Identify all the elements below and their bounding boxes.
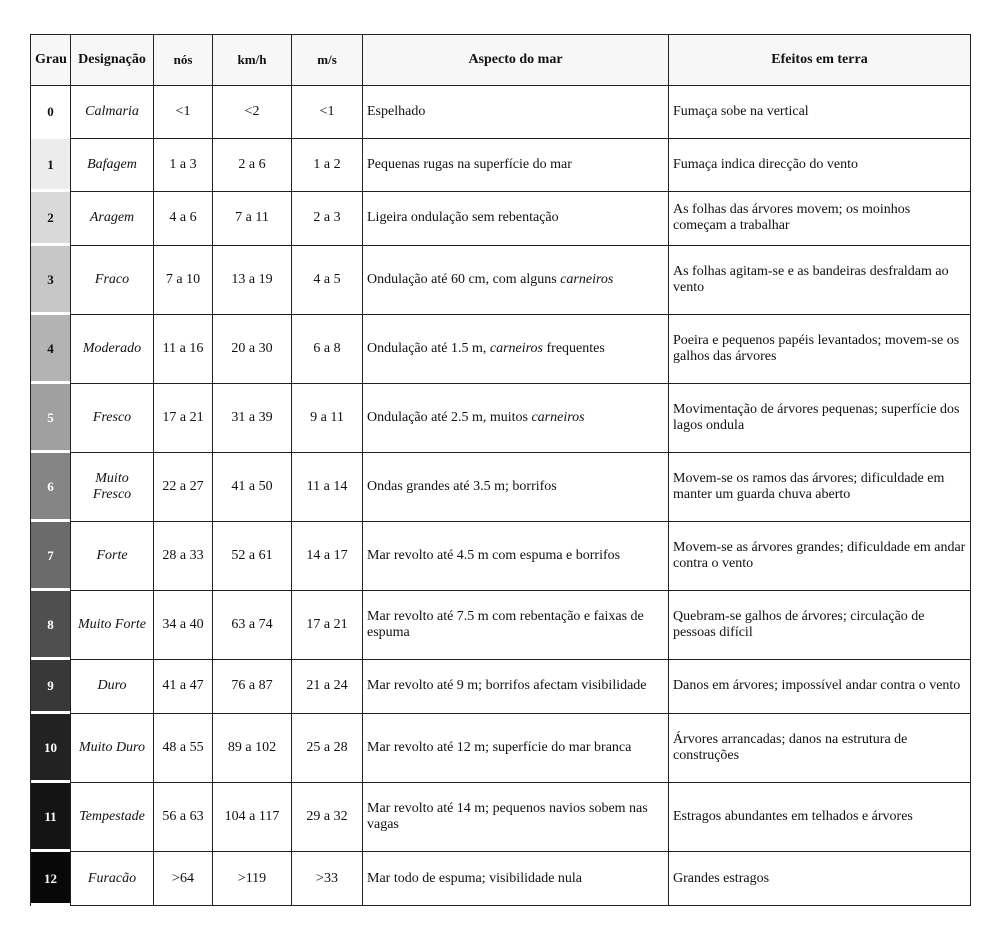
- table-row: [31, 383, 971, 452]
- kmh-cell: 52 a 61: [213, 521, 292, 590]
- aspecto-cell: [363, 138, 669, 191]
- kmh-cell: 41 a 50: [213, 452, 292, 521]
- designacao-cell: Fraco: [71, 245, 154, 314]
- aspecto-italic-term: carneiros: [560, 271, 614, 287]
- nos-cell: 41 a 47: [154, 660, 213, 714]
- ms-cell: 9 a 11: [292, 383, 363, 452]
- ms-cell: 29 a 32: [292, 783, 363, 852]
- aspecto-text: Mar revolto até 14 m; pequenos navios sobem nas vagas: [367, 801, 648, 833]
- ms-cell: <1: [292, 86, 363, 139]
- efeitos-cell: As folhas das árvores movem; os moinhos começam a trabalhar: [669, 191, 971, 245]
- designacao-cell: Forte: [71, 521, 154, 590]
- aspecto-cell: [363, 452, 669, 521]
- nos-cell: 22 a 27: [154, 452, 213, 521]
- grau-cell: 7: [31, 521, 71, 590]
- grau-cell: 1: [31, 138, 71, 191]
- efeitos-cell: Fumaça indica direcção do vento: [669, 138, 971, 191]
- efeitos-cell: Árvores arrancadas; danos na estrutura de construções: [669, 713, 971, 782]
- table-row: [31, 590, 971, 659]
- kmh-cell: 7 a 11: [213, 191, 292, 245]
- nos-cell: 1 a 3: [154, 138, 213, 191]
- designacao-cell: Muito Forte: [71, 590, 154, 659]
- efeitos-cell: Poeira e pequenos papéis levantados; movem-se os galhos das árvores: [669, 314, 971, 383]
- nos-cell: 28 a 33: [154, 521, 213, 590]
- designacao-cell: Calmaria: [71, 86, 154, 139]
- aspecto-cell: [363, 245, 669, 314]
- grau-cell: 8: [31, 590, 71, 659]
- table-body: [31, 86, 971, 906]
- designacao-cell: Bafagem: [71, 138, 154, 191]
- aspecto-text: Mar revolto até 9 m; borrifos afectam visibilidade: [367, 678, 647, 694]
- aspecto-cell: [363, 660, 669, 714]
- aspecto-cell: [363, 314, 669, 383]
- aspecto-text: Ondas grandes até 3.5 m; borrifos: [367, 478, 557, 494]
- ms-cell: 21 a 24: [292, 660, 363, 714]
- designacao-cell: Aragem: [71, 191, 154, 245]
- designacao-cell: Moderado: [71, 314, 154, 383]
- kmh-cell: 104 a 117: [213, 783, 292, 852]
- nos-cell: 56 a 63: [154, 783, 213, 852]
- aspecto-text: frequentes: [543, 340, 605, 356]
- designacao-cell: Furacão: [71, 852, 154, 906]
- aspecto-cell: [363, 191, 669, 245]
- aspecto-italic-term: carneiros: [489, 340, 544, 356]
- nos-cell: 11 a 16: [154, 314, 213, 383]
- aspecto-text: Mar todo de espuma; visibilidade nula: [367, 870, 583, 886]
- header-aspecto: Aspecto do mar: [363, 35, 669, 86]
- designacao-cell: Duro: [71, 660, 154, 714]
- designacao-cell: Fresco: [71, 383, 154, 452]
- table-row: [31, 521, 971, 590]
- ms-cell: 2 a 3: [292, 191, 363, 245]
- nos-cell: 7 a 10: [154, 245, 213, 314]
- table-row: [31, 660, 971, 714]
- nos-cell: 34 a 40: [154, 590, 213, 659]
- grau-cell: 3: [31, 245, 71, 314]
- table-row: [31, 783, 971, 852]
- table-row: [31, 314, 971, 383]
- table-row: [31, 191, 971, 245]
- ms-cell: 14 a 17: [292, 521, 363, 590]
- grau-cell: 5: [31, 383, 71, 452]
- grau-cell: 10: [31, 713, 71, 782]
- kmh-cell: 76 a 87: [213, 660, 292, 714]
- table-row: [31, 713, 971, 782]
- aspecto-text: Espelhado: [367, 103, 426, 119]
- ms-cell: 4 a 5: [292, 245, 363, 314]
- aspecto-text: Pequenas rugas na superfície do mar: [367, 156, 572, 172]
- kmh-cell: >119: [213, 852, 292, 906]
- kmh-cell: 2 a 6: [213, 138, 292, 191]
- table-row: [31, 245, 971, 314]
- kmh-cell: 31 a 39: [213, 383, 292, 452]
- aspecto-text: Mar revolto até 4.5 m com espuma e borrifos: [367, 547, 621, 563]
- ms-cell: >33: [292, 852, 363, 906]
- aspecto-cell: [363, 713, 669, 782]
- efeitos-cell: Movem-se os ramos das árvores; dificuldade em manter um guarda chuva aberto: [669, 452, 971, 521]
- efeitos-cell: Movem-se as árvores grandes; dificuldade em andar contra o vento: [669, 521, 971, 590]
- nos-cell: 4 a 6: [154, 191, 213, 245]
- ms-cell: 25 a 28: [292, 713, 363, 782]
- grau-cell: 2: [31, 191, 71, 245]
- header-row: [31, 35, 971, 86]
- kmh-cell: 20 a 30: [213, 314, 292, 383]
- aspecto-italic-term: carneiros: [531, 409, 585, 425]
- grau-cell: 11: [31, 783, 71, 852]
- aspecto-cell: [363, 783, 669, 852]
- nos-cell: <1: [154, 86, 213, 139]
- table-row: [31, 138, 971, 191]
- nos-cell: 17 a 21: [154, 383, 213, 452]
- efeitos-cell: Movimentação de árvores pequenas; superfície dos lagos ondula: [669, 383, 971, 452]
- aspecto-cell: [363, 521, 669, 590]
- kmh-cell: 13 a 19: [213, 245, 292, 314]
- nos-cell: 48 a 55: [154, 713, 213, 782]
- header-grau: Grau: [31, 35, 71, 86]
- efeitos-cell: Grandes estragos: [669, 852, 971, 906]
- grau-cell: 6: [31, 452, 71, 521]
- grau-cell: 0: [31, 86, 71, 139]
- aspecto-text: Ligeira ondulação sem rebentação: [367, 210, 559, 226]
- table-row: [31, 452, 971, 521]
- designacao-cell: Muito Fresco: [71, 452, 154, 521]
- beaufort-scale-table: [30, 34, 971, 906]
- aspecto-text: Mar revolto até 7.5 m com rebentação e faixas de espuma: [367, 609, 644, 641]
- aspecto-cell: [363, 383, 669, 452]
- efeitos-cell: Quebram-se galhos de árvores; circulação de pessoas difícil: [669, 590, 971, 659]
- aspecto-text: Mar revolto até 12 m; superfície do mar branca: [367, 739, 632, 755]
- header-nos: nós: [154, 35, 213, 86]
- ms-cell: 1 a 2: [292, 138, 363, 191]
- efeitos-cell: Fumaça sobe na vertical: [669, 86, 971, 139]
- grau-cell: 4: [31, 314, 71, 383]
- header-designacao: Designação: [71, 35, 154, 86]
- kmh-cell: <2: [213, 86, 292, 139]
- kmh-cell: 89 a 102: [213, 713, 292, 782]
- aspecto-cell: [363, 590, 669, 659]
- aspecto-text: Ondulação até 1.5 m,: [367, 340, 490, 356]
- table-row: [31, 86, 971, 139]
- ms-cell: 11 a 14: [292, 452, 363, 521]
- efeitos-cell: Danos em árvores; impossível andar contra o vento: [669, 660, 971, 714]
- ms-cell: 6 a 8: [292, 314, 363, 383]
- aspecto-text: Ondulação até 2.5 m, muitos: [367, 409, 532, 425]
- efeitos-cell: Estragos abundantes em telhados e árvores: [669, 783, 971, 852]
- grau-cell: 12: [31, 852, 71, 906]
- grau-cell: 9: [31, 660, 71, 714]
- aspecto-text: Ondulação até 60 cm, com alguns: [367, 271, 561, 287]
- nos-cell: >64: [154, 852, 213, 906]
- ms-cell: 17 a 21: [292, 590, 363, 659]
- header-efeitos: Efeitos em terra: [669, 35, 971, 86]
- header-ms: m/s: [292, 35, 363, 86]
- aspecto-cell: [363, 86, 669, 139]
- table-row: [31, 852, 971, 906]
- header-kmh: km/h: [213, 35, 292, 86]
- aspecto-cell: [363, 852, 669, 906]
- kmh-cell: 63 a 74: [213, 590, 292, 659]
- designacao-cell: Tempestade: [71, 783, 154, 852]
- efeitos-cell: As folhas agitam-se e as bandeiras desfraldam ao vento: [669, 245, 971, 314]
- designacao-cell: Muito Duro: [71, 713, 154, 782]
